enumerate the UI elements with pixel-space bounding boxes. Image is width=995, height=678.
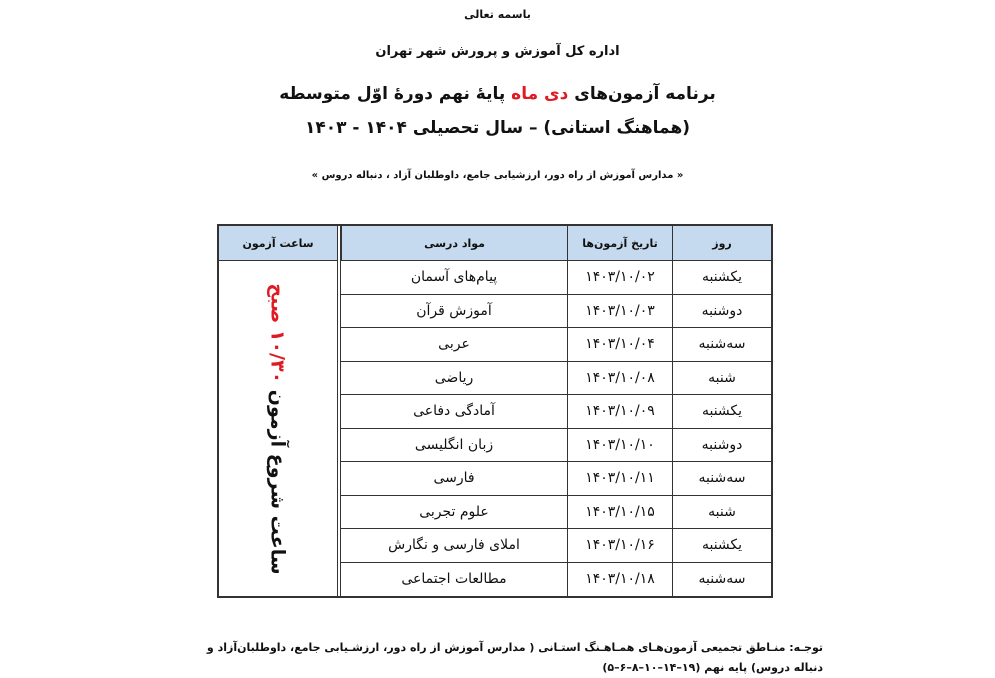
- date-cell: ۱۴۰۳/۱۰/۱۵: [567, 496, 672, 529]
- footnote-line-2: دنباله دروس) پایه نهم (۱۹–۱۴–۱۰–۸–۶–۵): [602, 661, 823, 674]
- date-cell: ۱۴۰۳/۱۰/۰۳: [567, 295, 672, 328]
- subject-cell: مطالعات اجتماعی: [401, 571, 507, 588]
- basmala: باسمه تعالی: [464, 8, 531, 21]
- title-part2: پایهٔ نهم دورهٔ اوّل متوسطه: [279, 84, 512, 104]
- exam-time-value: ۱۰/۳۰ صبح: [267, 282, 290, 383]
- day-cell: یکشنبه: [672, 261, 771, 294]
- table-row: [341, 563, 771, 597]
- table-row: [341, 429, 771, 463]
- header-day: روز: [672, 226, 771, 261]
- subject-cell: پیام‌های آسمان: [410, 269, 498, 286]
- exam-time-cell: [219, 261, 337, 596]
- table-row: [341, 462, 771, 496]
- footnote-line-1: توجـه: منـاطق تجمیعی آزمون‌هـای همـاهـنگ استـانی ( مدارس آموزش از راه دور، ارزشـیابی جامع، داوطلبان‌آزاد و: [206, 641, 823, 654]
- table-row: [341, 395, 771, 429]
- subject-cell: آمادگی دفاعی: [413, 403, 495, 420]
- footnote: [173, 638, 823, 678]
- subject-cell: زبان انگلیسی: [414, 436, 494, 453]
- table-row: [341, 529, 771, 563]
- day-cell: سه‌شنبه: [672, 563, 771, 597]
- day-cell: یکشنبه: [672, 395, 771, 428]
- table-body: [341, 261, 771, 596]
- table-row: [341, 328, 771, 362]
- exam-time-prefix: ساعت شروع آزمون: [267, 382, 290, 575]
- exam-time-text: [267, 283, 289, 574]
- header-date: تاریخ آزمون‌ها: [567, 226, 672, 261]
- date-cell: ۱۴۰۳/۱۰/۰۲: [567, 261, 672, 294]
- subject-cell: فارسی: [433, 470, 475, 487]
- organization-name: اداره کل آموزش و پرورش شهر تهران: [375, 44, 620, 59]
- day-cell: شنبه: [672, 362, 771, 395]
- day-cell: شنبه: [672, 496, 771, 529]
- date-cell: ۱۴۰۳/۱۰/۱۸: [567, 563, 672, 597]
- header-time: ساعت آزمون: [219, 226, 337, 261]
- table-row: [341, 295, 771, 329]
- date-cell: ۱۴۰۳/۱۰/۰۴: [567, 328, 672, 361]
- title-highlight: دی ماه: [511, 84, 569, 104]
- day-cell: یکشنبه: [672, 529, 771, 562]
- day-cell: سه‌شنبه: [672, 462, 771, 495]
- day-cell: دوشنبه: [672, 429, 771, 462]
- document-title: [0, 84, 995, 104]
- date-cell: ۱۴۰۳/۱۰/۱۱: [567, 462, 672, 495]
- date-cell: ۱۴۰۳/۱۰/۰۸: [567, 362, 672, 395]
- date-cell: ۱۴۰۳/۱۰/۰۹: [567, 395, 672, 428]
- title-part1: برنامه آزمون‌های: [568, 84, 716, 104]
- header-subject: مواد درسی: [341, 226, 567, 261]
- subject-cell: علوم تجربی: [419, 503, 489, 520]
- table-row: [341, 261, 771, 295]
- table-row: [341, 496, 771, 530]
- subject-cell: آموزش قرآن: [416, 302, 492, 319]
- subject-cell: ریاضی: [434, 369, 474, 386]
- day-cell: سه‌شنبه: [672, 328, 771, 361]
- date-cell: ۱۴۰۳/۱۰/۱۶: [567, 529, 672, 562]
- document-subtitle: (هماهنگ استانی) – سال تحصیلی ۱۴۰۴ - ۱۴۰۳: [304, 118, 691, 138]
- table-row: [341, 362, 771, 396]
- day-cell: دوشنبه: [672, 295, 771, 328]
- schools-line: « مدارس آموزش از راه دور، ارزشیابی جامع، داوطلبان آزاد ، دنباله دروس »: [311, 170, 684, 181]
- subject-cell: املای فارسی و نگارش: [388, 537, 520, 554]
- subject-cell: عربی: [438, 336, 470, 353]
- date-cell: ۱۴۰۳/۱۰/۱۰: [567, 429, 672, 462]
